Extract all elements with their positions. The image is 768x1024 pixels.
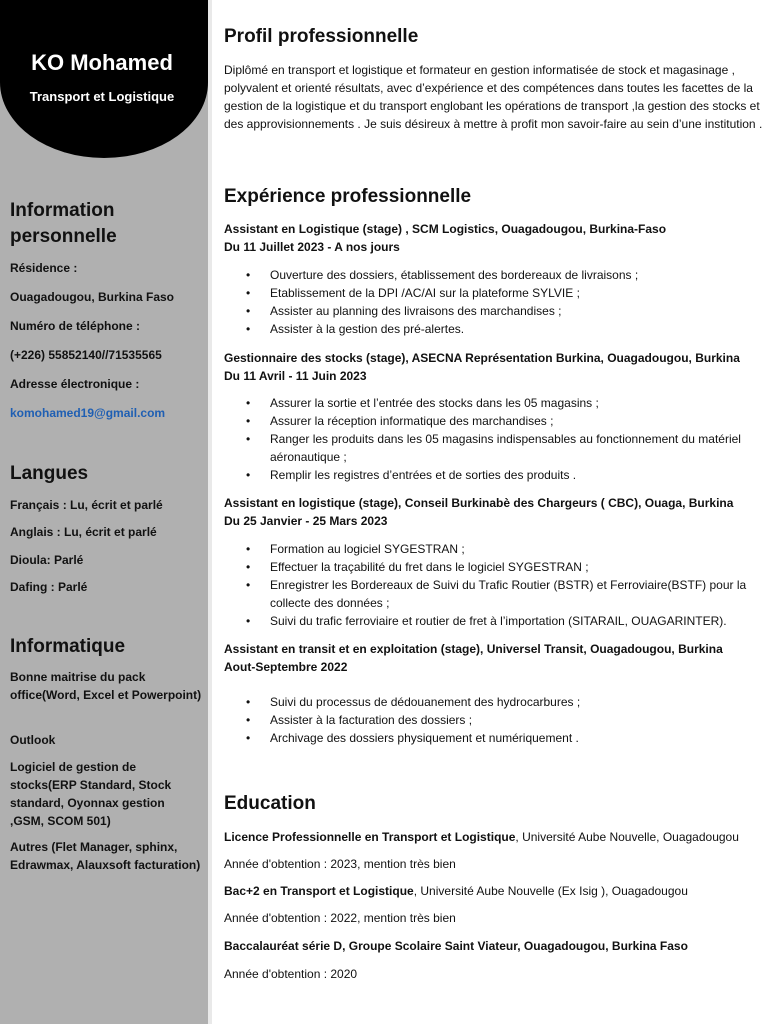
- residence-value: Ouagadougou, Burkina Faso: [10, 290, 175, 304]
- degree-name: Licence Professionnelle en Transport et Logistique: [224, 830, 516, 844]
- job-task-list: [224, 394, 764, 484]
- education-year: Année d'obtention : 2022, mention très bien: [224, 911, 456, 925]
- job-title: Assistant en logistique (stage), Conseil Burkinabè des Chargeurs ( CBC), Ouaga, Burkina: [224, 496, 734, 510]
- personal-info-heading-line1: Information: [10, 200, 115, 221]
- job-task-list: [224, 693, 764, 747]
- education-heading: Education: [224, 793, 316, 814]
- language-item: Dafing : Parlé: [10, 580, 88, 594]
- job-task: • Suivi du trafic ferroviaire et routier de fret à l’importation (SITARAIL, OUAGARINTER).: [224, 612, 764, 630]
- personal-info-heading-line2: personnelle: [10, 226, 117, 247]
- job-dates: Du 25 Janvier - 25 Mars 2023: [224, 514, 388, 528]
- email-link[interactable]: komohamed19@gmail.com: [10, 406, 166, 420]
- phone-label: Numéro de téléphone :: [10, 319, 141, 333]
- sidebar-divider: [208, 0, 212, 1024]
- education-year: Année d'obtention : 2020: [224, 967, 358, 981]
- it-skill-item: Outlook: [10, 733, 56, 747]
- experience-heading: Expérience professionnelle: [224, 186, 472, 207]
- education-year: Année d'obtention : 2023, mention très bien: [224, 857, 456, 871]
- degree-name: Baccalauréat série D, Groupe Scolaire Saint Viateur, Ouagadougou, Burkina Faso: [224, 939, 688, 953]
- job-dates: Du 11 Avril - 11 Juin 2023: [224, 369, 367, 383]
- it-skill-item: Bonne maitrise du pack office(Word, Excel et Powerpoint): [10, 670, 202, 702]
- job-task: • Etablissement de la DPI /AC/AI sur la plateforme SYLVIE ;: [224, 284, 764, 302]
- job-task: • Assurer la sortie et l’entrée des stocks dans les 05 magasins ;: [224, 394, 764, 412]
- it-skill-item: Logiciel de gestion de stocks(ERP Standard, Stock standard, Oyonnax gestion ,GSM, SCOM 501): [10, 760, 172, 828]
- name-header-shape: [0, 0, 208, 158]
- education-degree: [224, 882, 764, 900]
- residence-label: Résidence :: [10, 261, 78, 275]
- job-task: • Formation au logiciel SYGESTRAN ;: [224, 540, 764, 558]
- languages-heading: Langues: [10, 463, 89, 484]
- job-task: • Assister à la facturation des dossiers ;: [224, 711, 764, 729]
- candidate-name: KO Mohamed: [31, 50, 173, 75]
- job-task-list: [224, 540, 764, 630]
- job-task: • Effectuer la traçabilité du fret dans le logiciel SYGESTRAN ;: [224, 558, 764, 576]
- education-degree: [224, 828, 764, 846]
- it-skill-item: Autres (Flet Manager, sphinx, Edrawmax, Alauxsoft facturation): [10, 840, 201, 872]
- profile-text: Diplômé en transport et logistique et formateur en gestion informatisée de stock et magasinage , polyvalent et orienté résultats, avec d’expérience et des compétences dans toutes les facettes de la gestion de la logistique et du transport englobant les opérations de transport ,la gestion des stocks et des approvisionnements . Je suis désireux à mettre à profit mon savoir-faire au sein d’une institution .: [224, 63, 763, 131]
- job-task-list: [224, 266, 764, 338]
- candidate-title: Transport et Logistique: [29, 89, 175, 104]
- profile-heading: Profil professionnelle: [224, 26, 419, 47]
- job-title: Assistant en transit et en exploitation (stage), Universel Transit, Ouagadougou, Burkina: [224, 642, 723, 656]
- job-task: • Suivi du processus de dédouanement des hydrocarbures ;: [224, 693, 764, 711]
- job-task: • Ranger les produits dans les 05 magasins indispensables au fonctionnement du matériel aéronautique ;: [224, 430, 764, 466]
- email-label: Adresse électronique :: [10, 377, 140, 391]
- job-task: • Archivage des dossiers physiquement et numériquement .: [224, 729, 764, 747]
- degree-school: , Université Aube Nouvelle (Ex Isig ), Ouagadougou: [413, 884, 688, 898]
- job-task: • Enregistrer les Bordereaux de Suivi du Trafic Routier (BSTR) et Ferroviaire(BSTF) pour la collecte des données ;: [224, 576, 764, 612]
- language-item: Dioula: Parlé: [10, 553, 84, 567]
- degree-school: , Université Aube Nouvelle, Ouagadougou: [515, 830, 739, 844]
- job-task: • Ouverture des dossiers, établissement des bordereaux de livraisons ;: [224, 266, 764, 284]
- job-title: Gestionnaire des stocks (stage), ASECNA Représentation Burkina, Ouagadougou, Burkina: [224, 351, 740, 365]
- job-task: • Assurer la réception informatique des marchandises ;: [224, 412, 764, 430]
- job-task: • Remplir les registres d’entrées et de sorties des produits .: [224, 466, 764, 484]
- job-task: • Assister à la gestion des pré-alertes.: [224, 320, 764, 338]
- it-skills-heading: Informatique: [10, 636, 126, 657]
- job-title: Assistant en Logistique (stage) , SCM Logistics, Ouagadougou, Burkina-Faso: [224, 222, 667, 236]
- language-item: Anglais : Lu, écrit et parlé: [10, 525, 157, 539]
- phone-value: (+226) 55852140//71535565: [10, 348, 162, 362]
- education-degree: [224, 937, 764, 955]
- job-dates: Du 11 Juillet 2023 - A nos jours: [224, 240, 400, 254]
- job-dates: Aout-Septembre 2022: [224, 660, 348, 674]
- job-task: • Assister au planning des livraisons des marchandises ;: [224, 302, 764, 320]
- degree-name: Bac+2 en Transport et Logistique: [224, 884, 414, 898]
- language-item: Français : Lu, écrit et parlé: [10, 498, 163, 512]
